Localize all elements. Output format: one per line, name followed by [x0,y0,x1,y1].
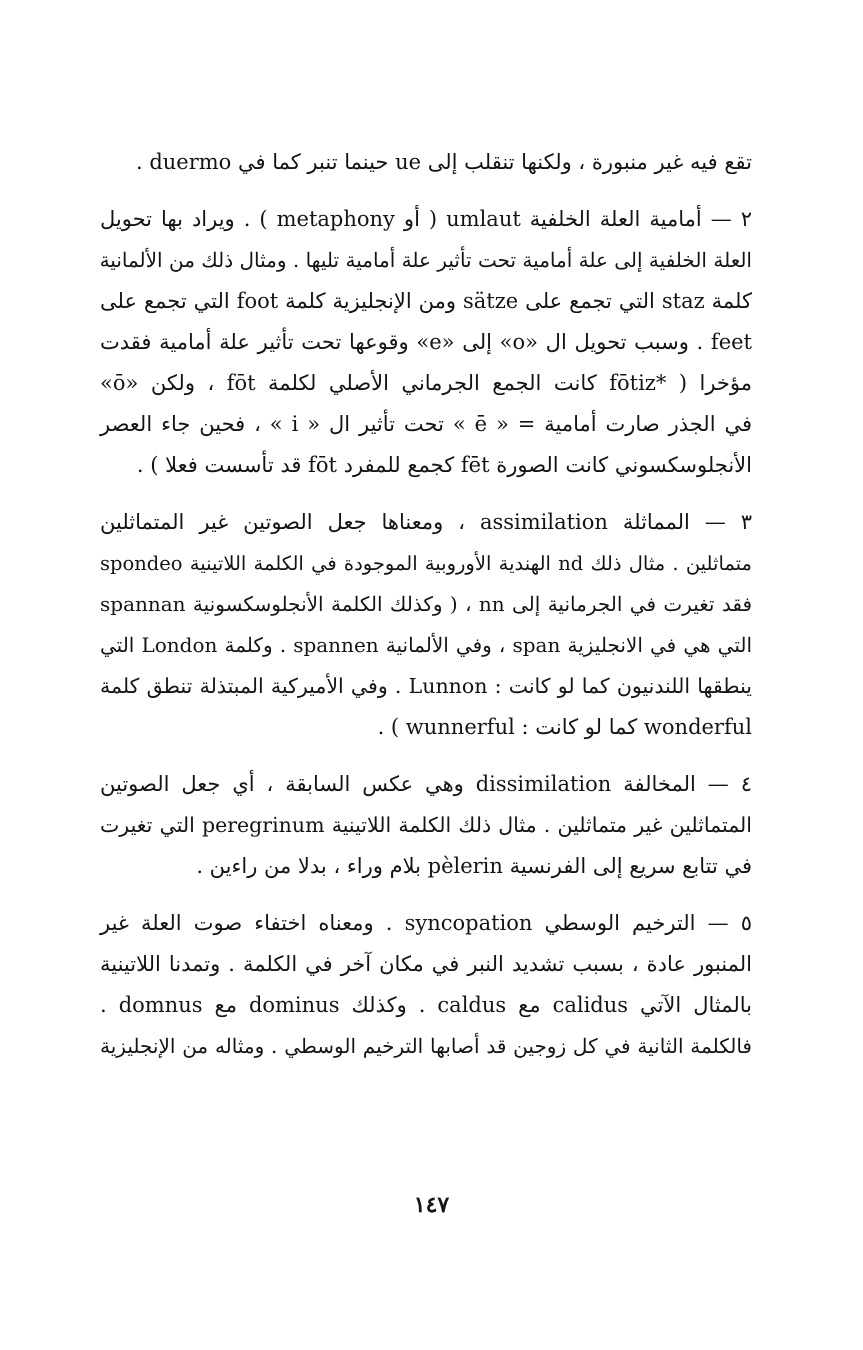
text-line: متماثلين . مثال ذلك nd الهندية الأوروبية الموجودة في الكلمة اللاتينية spondeo [100,552,752,575]
text-line: التي هي في الانجليزية span ، وفي الألمانية spannen . وكلمة London التي [100,633,753,657]
text-line: ٢ — أمامية العلة الخلفية umlaut ( أو metaphony ) . ويراد بها تحويل [100,207,752,231]
text-line: ٤ — المخالفة dissimilation وهي عكس السابقة ، أي جعل الصوتين [100,772,752,796]
paragraph-continuation [100,142,752,183]
paragraph-gap [100,486,752,502]
text-line: wonderful كما لو كانت : wunnerful ) . [377,715,752,739]
text-line: العلة الخلفية إلى علة أمامية تحت تأثير علة أمامية تليها . ومثال ذلك من الألمانية [99,248,752,272]
text-line: بالمثال الآتي calidus مع caldus . وكذلك dominus مع domnus . [100,993,752,1017]
text-line: feet . وسبب تحويل ال «o» إلى «e» وقوعها تحت تأثير علة أمامية فقدت [100,330,752,354]
text-line: تقع فيه غير منبورة ، ولكنها تنقلب إلى ue حينما تنبر كما في duermo . [135,150,752,174]
text-line: المنبور عادة ، بسبب تشديد النبر في مكان آخر في الكلمة . وتمدنا اللاتينية [100,952,752,976]
text-line: في الجذر صارت أمامية = « ē » تحت تأثير ال « i » ، فحين جاء العصر [100,412,752,436]
paragraph-assimilation [100,502,752,748]
paragraph-dissimilation [100,764,752,887]
text-line: ٥ — الترخيم الوسطي syncopation . ومعناه اختفاء صوت العلة غير [100,911,752,935]
text-line: ينطقها اللندنيون كما لو كانت : Lunnon . وفي الأميركية المبتذلة تنطق كلمة [100,674,752,698]
text-line: المتماثلين غير متماثلين . مثال ذلك الكلمة اللاتينية peregrinum التي تغيرت [100,813,752,837]
text-line: فقد تغيرت في الجرمانية إلى nn ، ( وكذلك الكلمة الأنجلوسكسونية spannan [100,592,753,616]
text-line: مؤخرا ( *fōtiz كانت الجمع الجرماني الأصلي لكلمة fōt ، ولكن «ō» [100,371,753,395]
paragraph-syncopation [100,903,752,1067]
text-line: في تتابع سريع إلى الفرنسية pèlerin بلام وراء ، بدلا من راءين . [196,854,752,878]
paragraph-gap [100,183,752,199]
text-line: ٣ — المماثلة assimilation ، ومعناها جعل الصوتين غير المتماثلين [100,510,753,534]
text-line: كلمة staz التي تجمع على sätze ومن الإنجليزية كلمة foot التي تجمع على [100,289,753,313]
paragraph-gap [100,887,752,903]
text-line: فالكلمة الثانية في كل زوجين قد أصابها الترخيم الوسطي . ومثاله من الإنجليزية [100,1034,752,1058]
page-number: ١٤٧ [413,1192,450,1218]
paragraph-umlaut [100,199,752,486]
text-line: الأنجلوسكسوني كانت الصورة fēt كجمع للمفرد fōt قد تأسست فعلا ) . [136,453,752,477]
paragraph-gap [100,748,752,764]
page-body-text [100,142,752,1067]
